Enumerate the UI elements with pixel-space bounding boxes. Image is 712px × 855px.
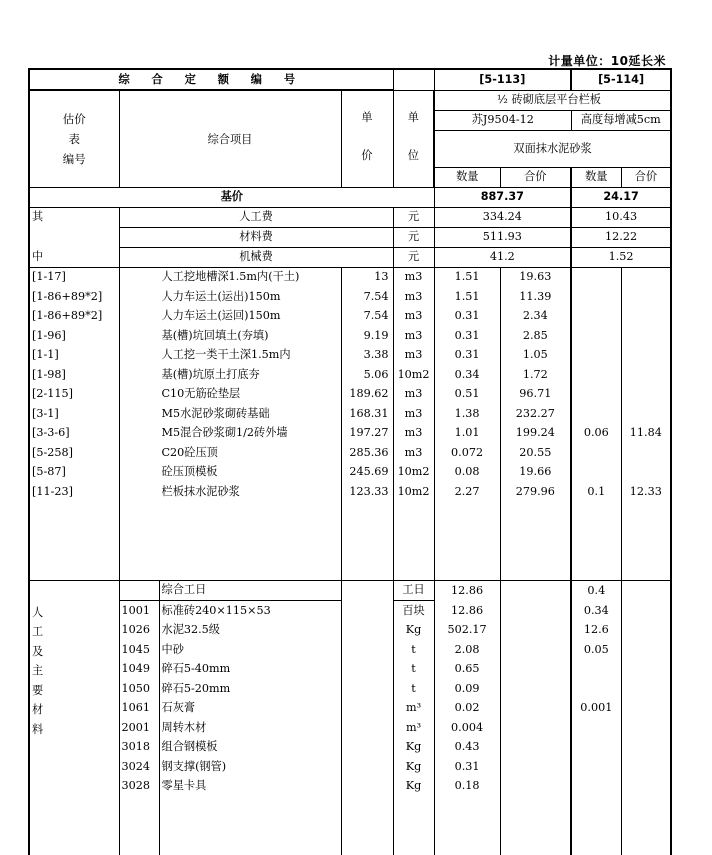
labor-name: 综合工日	[159, 580, 341, 601]
col-code-label-3: 编号	[62, 151, 86, 166]
material-total	[500, 777, 571, 797]
material-total-b	[621, 679, 671, 699]
cost-b-machine: 1.52	[571, 247, 671, 267]
item-name: C20砼压顶	[119, 443, 341, 463]
col-price-label-2: 价	[361, 149, 373, 162]
material-total	[500, 699, 571, 719]
material-name: 零星卡具	[159, 777, 341, 797]
material-total	[500, 738, 571, 758]
material-price	[341, 777, 393, 797]
item-qty: 0.072	[434, 443, 500, 463]
material-total	[500, 640, 571, 660]
item-row	[29, 482, 671, 502]
item-qty: 0.31	[434, 346, 500, 366]
cost-unit-material: 元	[393, 227, 434, 247]
material-unit: Kg	[393, 757, 434, 777]
item-qty-b: 0.06	[571, 424, 621, 444]
item-qty-b: 0.1	[571, 482, 621, 502]
item-row	[29, 346, 671, 366]
item-qty-b	[571, 267, 621, 287]
material-unit: Kg	[393, 738, 434, 758]
spec-b: 高度每增减5cm	[571, 110, 671, 130]
materials-side-char: 及	[32, 644, 44, 658]
material-total-b	[621, 757, 671, 777]
cost-a-machine: 41.2	[434, 247, 571, 267]
cost-label-machine: 机械费	[119, 247, 393, 267]
cost-side-top: 其	[29, 207, 119, 227]
desc-a: ½ 砖砌底层平台栏板	[434, 90, 671, 110]
item-qty: 1.51	[434, 267, 500, 287]
item-total-b	[621, 365, 671, 385]
base-price-a: 887.37	[434, 187, 571, 207]
material-qty: 0.18	[434, 777, 500, 797]
material-price	[341, 699, 393, 719]
material-name: 石灰膏	[159, 699, 341, 719]
item-row	[29, 326, 671, 346]
item-unit: m3	[393, 424, 434, 444]
material-name: 周转木材	[159, 718, 341, 738]
item-code: [5-87]	[29, 463, 119, 483]
material-qty-b: 12.6	[571, 621, 621, 641]
material-code: 1049	[119, 660, 159, 680]
material-qty-b: 0.001	[571, 699, 621, 719]
item-name: 人力车运土(运回)150m	[119, 307, 341, 327]
cost-a-labor: 334.24	[434, 207, 571, 227]
material-row	[29, 621, 671, 641]
item-row	[29, 307, 671, 327]
material-qty: 502.17	[434, 621, 500, 641]
col-unit-label-2: 位	[407, 148, 419, 162]
item-total-b	[621, 267, 671, 287]
item-price: 168.31	[341, 404, 393, 424]
item-qty-b	[571, 463, 621, 483]
material-code: 3024	[119, 757, 159, 777]
qty-header-a: 数量	[434, 167, 500, 187]
material-qty: 0.02	[434, 699, 500, 719]
item-total-b	[621, 385, 671, 405]
materials-side-char: 主	[32, 664, 44, 677]
cost-label-material: 材料费	[119, 227, 393, 247]
finish: 双面抹水泥砂浆	[434, 130, 671, 167]
item-unit: m3	[393, 267, 434, 287]
material-code: 1001	[119, 601, 159, 621]
material-unit: Kg	[393, 621, 434, 641]
item-total: 2.85	[500, 326, 571, 346]
material-qty: 0.43	[434, 738, 500, 758]
cost-a-material: 511.93	[434, 227, 571, 247]
material-unit: t	[393, 679, 434, 699]
col-code-header	[29, 90, 119, 187]
material-name: 标准砖240×115×53	[159, 601, 341, 621]
item-row	[29, 443, 671, 463]
item-price: 13	[341, 267, 393, 287]
material-total-b	[621, 699, 671, 719]
item-total-b	[621, 443, 671, 463]
col-code-label-2: 表	[68, 131, 80, 146]
item-row	[29, 385, 671, 405]
base-price-label: 基价	[29, 187, 434, 207]
item-code: [1-98]	[29, 365, 119, 385]
item-price: 7.54	[341, 287, 393, 307]
item-name: 砼压顶模板	[119, 463, 341, 483]
material-qty: 2.08	[434, 640, 500, 660]
material-row	[29, 718, 671, 738]
material-price	[341, 640, 393, 660]
item-total: 19.63	[500, 267, 571, 287]
materials-side-char: 要	[32, 683, 44, 697]
material-total	[500, 621, 571, 641]
material-row	[29, 777, 671, 797]
item-qty: 0.51	[434, 385, 500, 405]
material-qty-b	[571, 660, 621, 680]
material-price	[341, 621, 393, 641]
item-unit: m3	[393, 307, 434, 327]
item-total: 279.96	[500, 482, 571, 502]
material-total-b	[621, 718, 671, 738]
material-price	[341, 679, 393, 699]
item-total: 96.71	[500, 385, 571, 405]
item-total-b	[621, 307, 671, 327]
item-total-b	[621, 287, 671, 307]
material-name: 水泥32.5级	[159, 621, 341, 641]
item-total: 2.34	[500, 307, 571, 327]
material-total	[500, 660, 571, 680]
item-price: 245.69	[341, 463, 393, 483]
item-code: [1-86+89*2]	[29, 307, 119, 327]
material-name: 碎石5-40mm	[159, 660, 341, 680]
quota-table	[28, 68, 672, 855]
qty-header-b: 数量	[571, 167, 621, 187]
material-qty: 0.31	[434, 757, 500, 777]
item-qty: 1.38	[434, 404, 500, 424]
unit-note: 计量单位：10延长米	[548, 54, 666, 68]
col-item-header: 综合项目	[119, 90, 341, 187]
item-code: [1-96]	[29, 326, 119, 346]
item-code: [3-1]	[29, 404, 119, 424]
col-price-header	[341, 90, 393, 187]
item-qty: 1.01	[434, 424, 500, 444]
item-name: M5混合砂浆砌1/2砖外墙	[119, 424, 341, 444]
item-qty: 0.34	[434, 365, 500, 385]
materials-side-char: 工	[32, 625, 44, 638]
item-total-b: 11.84	[621, 424, 671, 444]
item-unit: m3	[393, 287, 434, 307]
item-total: 199.24	[500, 424, 571, 444]
item-code: [11-23]	[29, 482, 119, 502]
material-total	[500, 718, 571, 738]
spec-a: 苏J9504-12	[434, 110, 571, 130]
material-code: 1045	[119, 640, 159, 660]
material-qty-b: 0.34	[571, 601, 621, 621]
cost-unit-machine: 元	[393, 247, 434, 267]
item-unit: m3	[393, 404, 434, 424]
material-unit: m³	[393, 718, 434, 738]
col-unit-header	[393, 90, 434, 187]
material-row	[29, 660, 671, 680]
item-total: 1.05	[500, 346, 571, 366]
item-code: [3-3-6]	[29, 424, 119, 444]
material-total-b	[621, 621, 671, 641]
item-qty: 1.51	[434, 287, 500, 307]
material-total-b	[621, 660, 671, 680]
material-row	[29, 601, 671, 621]
item-row	[29, 287, 671, 307]
total-header-a: 合价	[500, 167, 571, 187]
item-unit: 10m2	[393, 463, 434, 483]
item-price: 197.27	[341, 424, 393, 444]
material-row	[29, 640, 671, 660]
item-qty: 2.27	[434, 482, 500, 502]
material-name: 中砂	[159, 640, 341, 660]
material-code: 2001	[119, 718, 159, 738]
cost-b-material: 12.22	[571, 227, 671, 247]
labor-total-b	[621, 580, 671, 601]
material-name: 碎石5-20mm	[159, 679, 341, 699]
material-total-b	[621, 738, 671, 758]
materials-side-char: 材	[32, 703, 44, 716]
material-unit: t	[393, 640, 434, 660]
col-code-label-1: 估价	[62, 111, 86, 126]
material-total	[500, 679, 571, 699]
item-price: 7.54	[341, 307, 393, 327]
material-unit: Kg	[393, 777, 434, 797]
item-name: 基(槽)坑回填土(夯填)	[119, 326, 341, 346]
material-total	[500, 601, 571, 621]
item-code: [1-17]	[29, 267, 119, 287]
material-price	[341, 601, 393, 621]
material-price	[341, 718, 393, 738]
item-total-b	[621, 404, 671, 424]
material-qty: 12.86	[434, 601, 500, 621]
item-name: 基(槽)坑原土打底夯	[119, 365, 341, 385]
item-price: 285.36	[341, 443, 393, 463]
cost-side-bottom: 中	[29, 247, 119, 267]
item-qty: 0.31	[434, 326, 500, 346]
material-name: 钢支撑(钢管)	[159, 757, 341, 777]
table-title: 综 合 定 额 编 号	[29, 69, 393, 90]
item-row	[29, 365, 671, 385]
material-qty-b	[571, 757, 621, 777]
item-qty-b	[571, 326, 621, 346]
item-unit: m3	[393, 326, 434, 346]
item-name: C10无筋砼垫层	[119, 385, 341, 405]
materials-side-char: 料	[32, 722, 44, 736]
item-price: 5.06	[341, 365, 393, 385]
material-price	[341, 738, 393, 758]
item-name: 人力车运土(运出)150m	[119, 287, 341, 307]
item-name: M5水泥砂浆砌砖基础	[119, 404, 341, 424]
material-qty-b	[571, 777, 621, 797]
item-name: 栏板抹水泥砂浆	[119, 482, 341, 502]
item-total: 11.39	[500, 287, 571, 307]
item-code: [5-258]	[29, 443, 119, 463]
item-row	[29, 267, 671, 287]
item-total: 232.27	[500, 404, 571, 424]
material-price	[341, 757, 393, 777]
item-price: 123.33	[341, 482, 393, 502]
cost-label-labor: 人工费	[119, 207, 393, 227]
item-unit: m3	[393, 385, 434, 405]
material-total-b	[621, 601, 671, 621]
item-qty-b	[571, 346, 621, 366]
labor-unit: 工日	[393, 580, 434, 601]
quota-code-b: [5-114]	[571, 69, 671, 90]
total-header-b: 合价	[621, 167, 671, 187]
item-unit: m3	[393, 443, 434, 463]
material-total-b	[621, 777, 671, 797]
item-qty-b	[571, 287, 621, 307]
materials-side-label	[29, 580, 119, 855]
item-price: 9.19	[341, 326, 393, 346]
material-unit: 百块	[393, 601, 434, 621]
item-code: [2-115]	[29, 385, 119, 405]
item-qty: 0.31	[434, 307, 500, 327]
item-price: 189.62	[341, 385, 393, 405]
item-name: 人工挖地槽深1.5m内(干土)	[119, 267, 341, 287]
labor-row	[29, 580, 671, 601]
quota-code-a: [5-113]	[434, 69, 571, 90]
item-code: [1-1]	[29, 346, 119, 366]
material-code: 1050	[119, 679, 159, 699]
material-unit: m³	[393, 699, 434, 719]
item-total: 19.66	[500, 463, 571, 483]
item-qty-b	[571, 443, 621, 463]
material-price	[341, 660, 393, 680]
material-code: 3028	[119, 777, 159, 797]
base-price-b: 24.17	[571, 187, 671, 207]
item-total-b: 12.33	[621, 482, 671, 502]
material-qty: 0.004	[434, 718, 500, 738]
labor-qty: 12.86	[434, 580, 500, 601]
material-unit: t	[393, 660, 434, 680]
material-total-b	[621, 640, 671, 660]
item-name: 人工挖一类干土深1.5m内	[119, 346, 341, 366]
item-qty-b	[571, 404, 621, 424]
item-row	[29, 463, 671, 483]
labor-price	[341, 580, 393, 601]
material-code: 3018	[119, 738, 159, 758]
material-qty-b	[571, 738, 621, 758]
material-row	[29, 757, 671, 777]
material-qty-b	[571, 718, 621, 738]
item-total-b	[621, 346, 671, 366]
item-row	[29, 424, 671, 444]
materials-side-char: 人	[32, 605, 44, 619]
material-qty: 0.65	[434, 660, 500, 680]
material-code: 1026	[119, 621, 159, 641]
material-qty-b	[571, 679, 621, 699]
material-qty: 0.09	[434, 679, 500, 699]
item-qty-b	[571, 365, 621, 385]
item-qty-b	[571, 307, 621, 327]
labor-code	[119, 580, 159, 601]
item-total: 20.55	[500, 443, 571, 463]
item-unit: m3	[393, 346, 434, 366]
item-qty: 0.08	[434, 463, 500, 483]
item-total-b	[621, 463, 671, 483]
labor-qty-b: 0.4	[571, 580, 621, 601]
material-row	[29, 679, 671, 699]
labor-total	[500, 580, 571, 601]
col-unit-label-1: 单	[407, 110, 419, 124]
item-total: 1.72	[500, 365, 571, 385]
item-code: [1-86+89*2]	[29, 287, 119, 307]
item-total-b	[621, 326, 671, 346]
item-unit: 10m2	[393, 482, 434, 502]
material-code: 1061	[119, 699, 159, 719]
item-price: 3.38	[341, 346, 393, 366]
item-qty-b	[571, 385, 621, 405]
material-total	[500, 757, 571, 777]
item-unit: 10m2	[393, 365, 434, 385]
cost-unit-labor: 元	[393, 207, 434, 227]
cost-b-labor: 10.43	[571, 207, 671, 227]
material-name: 组合钢模板	[159, 738, 341, 758]
material-row	[29, 699, 671, 719]
material-row	[29, 738, 671, 758]
col-price-label-1: 单	[361, 111, 373, 124]
material-qty-b: 0.05	[571, 640, 621, 660]
item-row	[29, 404, 671, 424]
